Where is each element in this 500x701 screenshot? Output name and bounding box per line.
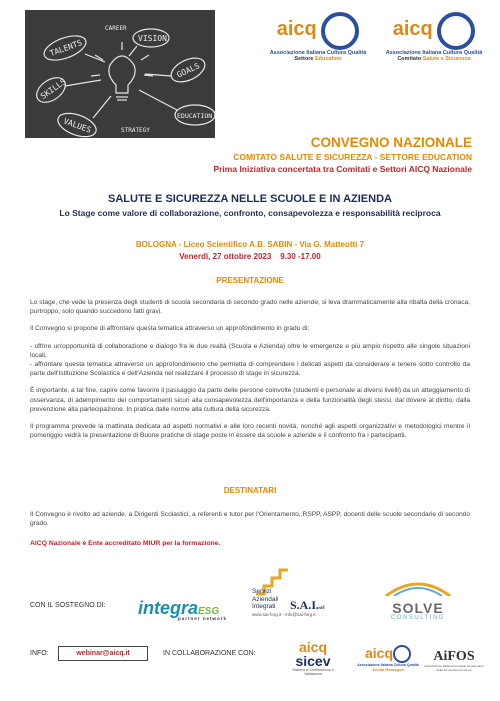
aicq-sicev-logo bbox=[283, 640, 343, 676]
q-ring-icon bbox=[393, 645, 411, 663]
sicev-tagline: Sistema di Certificazione e Validazione bbox=[292, 668, 334, 676]
support-label: CON IL SOSTEGNO DI: bbox=[30, 602, 106, 609]
logo-committee-name: Salute e Sicurezza bbox=[422, 56, 471, 62]
q-ring-icon bbox=[437, 12, 475, 50]
aifos-word: AiFOS bbox=[433, 649, 475, 664]
event-datetime bbox=[0, 252, 500, 261]
logo-sector-prefix: Settore bbox=[294, 56, 314, 62]
q-ring-icon bbox=[321, 12, 359, 50]
sicev-sub: sicev bbox=[295, 653, 331, 669]
sai-line1: Servizi bbox=[252, 588, 272, 595]
logo-committee bbox=[384, 56, 484, 62]
info-label: INFO: bbox=[30, 650, 49, 657]
sai-line3: Integrati bbox=[252, 603, 276, 610]
aicq-er-word: aicq bbox=[364, 645, 393, 662]
chalk-word-education: EDUCATION bbox=[177, 112, 213, 120]
sai-line2: Aziendali bbox=[252, 595, 279, 603]
chalk-word-vision: VISION bbox=[138, 34, 167, 43]
chalkboard-image bbox=[25, 10, 215, 138]
presentazione-paragraph: Il Convegno si propone di affrontare questa tematica attraverso un approfondimento in grado di: bbox=[30, 325, 310, 333]
destinatari-body bbox=[30, 510, 470, 536]
presentazione-bullet: - offrire un'opportunità di collaborazione e dialogo fra le due realtà (Scuola e Azienda) oltre le emergenze e più ampio rispetto alle singole situazioni locali, bbox=[30, 342, 470, 359]
aicq-er-region: Emilia Romagna bbox=[372, 667, 404, 673]
logo-sector bbox=[268, 56, 368, 62]
destinatari-paragraph: Il Convegno è rivolto ad aziende, a Dirigenti Scolastici, a referenti e tutor per l'Orientamento, RSPP, ASPP, docenti delle scuole secondarie di secondo grado. bbox=[30, 511, 470, 528]
convegno-subtitle: COMITATO SALUTE E SICUREZZA - SETTORE EDUCATION bbox=[233, 152, 472, 162]
presentazione-paragraph: Il programma prevede la mattinata dedicata ad aspetti normativi e alle loro recenti novità, nonché agli aspetti organizzativi e metodologici mentre il pomeriggio vedrà la presentazione di Buone pratiche di stage poste in essere da scuole e aziende e il confronto fra i partecipanti. bbox=[30, 423, 470, 440]
aifos-logo bbox=[424, 649, 484, 672]
presentazione-body bbox=[30, 298, 470, 448]
convegno-initiative: Prima Iniziativa concertata tra Comitati e Settori AICQ Nazionale bbox=[213, 164, 472, 174]
presentazione-bullet: - affrontare questa tematica attraverso un approfondimento che permetta di comprendere i delicati aspetti da considerare e tenere sotto controllo da parte dell'Istituzione Scolastica e dell'Azienda nel realizzare il processo di stage in sicurezza. bbox=[30, 361, 470, 378]
aicq-er-subtitle: Associazione Italiana Cultura Qualità bbox=[357, 663, 419, 668]
collab-label: IN COLLABORAZIONE CON: bbox=[163, 650, 256, 657]
logo-sector-name: Education bbox=[314, 56, 342, 62]
logo-subtitle: Associazione Italiana Cultura Qualità bbox=[385, 50, 483, 56]
event-location: BOLOGNA - Liceo Scientifico A.B. SABIN - Via G. Matteotti 7 bbox=[135, 240, 365, 249]
event-time: 9.30 -17.00 bbox=[280, 252, 321, 261]
convegno-title: CONVEGNO NAZIONALE bbox=[310, 135, 472, 150]
accreditation-note: AICQ Nazionale è Ente accreditato MIUR per la formazione. bbox=[30, 540, 221, 547]
logo-committee-prefix: Comitato bbox=[397, 56, 422, 62]
chalkboard-drawing bbox=[25, 10, 215, 138]
solve-word: SOLVE bbox=[392, 600, 444, 616]
sai-website: www.sai-forg.it - info@sai-forg.it bbox=[252, 612, 316, 617]
chalk-word-career: CAREER bbox=[105, 25, 127, 32]
integra-logo-word: integra bbox=[138, 598, 199, 618]
logo-word: aicq bbox=[392, 18, 433, 41]
event-date: Venerdì, 27 ottobre 2023 bbox=[179, 252, 272, 261]
integra-esg-logo bbox=[138, 598, 227, 621]
aicq-salute-logo bbox=[384, 12, 484, 62]
aicq-education-logo bbox=[268, 12, 368, 62]
chalk-word-goals: GOALS bbox=[175, 61, 202, 80]
sicev-word: aicq bbox=[298, 639, 327, 655]
solve-consulting-logo bbox=[380, 578, 456, 621]
sai-srl: srl bbox=[319, 606, 325, 611]
sai-brand: S.A.I. bbox=[290, 598, 320, 612]
section-title-destinatari: DESTINATARI bbox=[223, 486, 277, 495]
main-heading: SALUTE E SICUREZZA NELLE SCUOLE E IN AZIENDA bbox=[108, 193, 392, 205]
section-title-presentazione: PRESENTAZIONE bbox=[216, 276, 284, 285]
chalk-word-strategy: STRATEGY bbox=[121, 127, 150, 134]
logo-word: aicq bbox=[276, 18, 317, 41]
aicq-emilia-romagna-logo bbox=[352, 645, 424, 672]
integra-tagline: partner network bbox=[178, 616, 228, 621]
chalk-word-values: VALUES bbox=[62, 116, 93, 135]
email-link[interactable]: webinar@aicq.it bbox=[58, 646, 148, 661]
chalk-word-skills: SKILLS bbox=[38, 77, 68, 101]
integra-logo-esg: ESG bbox=[198, 606, 220, 617]
main-subheading: Lo Stage come valore di collaborazione, confronto, consapevolezza e responsabilità reciproca bbox=[59, 208, 441, 218]
presentazione-paragraph: Lo stage, che vede la presenza degli studenti di scuola secondaria di secondo grado nelle aziende, si leva drammaticamente alla ribalta della cronaca, purtroppo, solo quando succedono fatti gravi. bbox=[30, 299, 470, 316]
solve-arc-icon bbox=[380, 578, 456, 596]
solve-subword: CONSULTING bbox=[391, 615, 445, 621]
presentazione-paragraph: È importante, a tal fine, capire come favorire il passaggio da parte delle persone coinvolte (studenti e personale ai diversi livelli) da un atteggiamento di osservanza, di adempimento dei comportamenti sicuri alla consapevolezza dell'importanza e della funzionalità degli stessi, dal dovere al diritto, dalla prevenzione alla partecipazione. In pratica dalle norme alla cultura della sicurezza. bbox=[30, 387, 470, 413]
chalk-word-talents: TALENTS bbox=[48, 38, 84, 59]
logo-subtitle: Associazione Italiana Cultura Qualità bbox=[269, 50, 367, 56]
aifos-tagline: Associazione Italiana Formatori ed Operatori della Sicurezza sul Lavoro bbox=[424, 664, 484, 672]
